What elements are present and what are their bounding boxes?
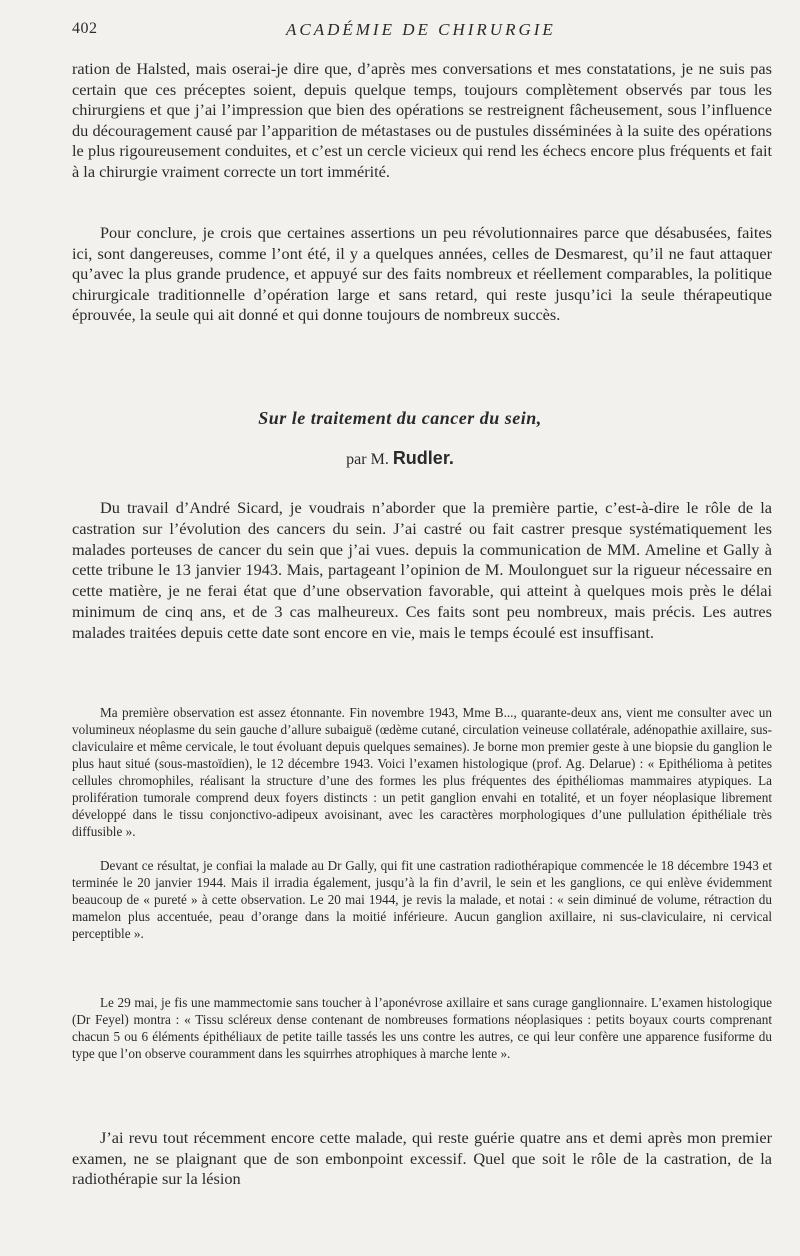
observation-paragraph-1 xyxy=(72,704,772,840)
paragraph-text: Devant ce résultat, je confiai la malade au Dr Gally, qui fit une castration radiothérapique commencée le 18 décembre 1943 et terminée le 20 janvier 1944. Mais il irradia également, jusqu’à la fin d’avril, le sein et les ganglions, ce qui enlève évidemment beaucoup de « pureté » à cette observation. Le 20 mai 1944, je revis la malade, et notai : « sein diminué de volume, rétraction du mamelon plus accentuée, peau d’orange dans la moitié inférieure. Aucun ganglion axillaire, ni sus-claviculaire, ni cervical perceptible ». xyxy=(72,858,772,942)
paragraph-text: Pour conclure, je crois que certaines assertions un peu révolutionnaires parce que désabusées, faites ici, sont dangereuses, comme l’ont été, il y a quelques années, celles de Desmarest, qu’il ne faut attaquer qu’avec la plus grande prudence, et appuyé sur des faits nombreux et réellement comparables, la politique chirurgicale traditionnelle d’opération large et sans retard, qui reste jusqu’ici la seule thérapeutique éprouvée, la seule qui ait donné et qui donne toujours de nombreux succès. xyxy=(72,223,772,324)
paragraph-conclusion xyxy=(72,223,772,326)
byline-prefix: par M. xyxy=(346,451,389,468)
paragraph-continuation xyxy=(72,59,772,182)
section-title: Sur le traitement du cancer du sein, xyxy=(258,408,542,428)
paragraph-introduction xyxy=(72,498,772,644)
paragraph-text: J’ai revu tout récemment encore cette malade, qui reste guérie quatre ans et demi après mon premier examen, ne se plaignant que de son embonpoint excessif. Quel que soit le rôle de la castration, de la radiothérapie sur la lésion xyxy=(72,1128,772,1189)
paragraph-text: Le 29 mai, je fis une mammectomie sans toucher à l’aponévrose axillaire et sans curage ganglionnaire. L’examen histologique (Dr Feyel) montra : « Tissu scléreux dense contenant de nombreuses formations néoplasiques : petits boyaux courts comprenant chacun 5 ou 6 éléments épithéliaux de petite taille tassés les uns contre les autres, ce qui leur confère une apparence fusiforme du type que l’on observe couramment dans les squirrhes atrophiques à marche lente ». xyxy=(72,995,772,1062)
running-title: ACADÉMIE DE CHIRURGIE xyxy=(286,20,556,39)
paragraph-follow-up xyxy=(72,1128,772,1190)
observation-paragraph-3 xyxy=(72,994,772,1062)
paragraph-text: Du travail d’André Sicard, je voudrais n’aborder que la première partie, c’est-à-dire le rôle de la castration sur l’évolution des cancers du sein. J’ai castré ou fait castrer presque systématiquement les malades porteuses de cancer du sein que j’ai vues. depuis la communication de MM. Ameline et Gally à cette tribune le 13 janvier 1943. Mais, partageant l’opinion de M. Moulonguet sur la rigueur nécessaire en cette matière, je ne ferai état que d’une observation favorable, qui atteint à quelques mois près le délai minimum de cinq ans, et de 3 cas malheureux. Ces faits sont peu nombreux, mais précis. Les autres malades traitées depuis cette date sont encore en vie, mais le temps écoulé est insuffisant. xyxy=(72,498,772,642)
paragraph-text: ration de Halsted, mais oserai-je dire que, d’après mes conversations et mes constatations, je ne suis pas certain que ces préceptes soient, depuis quelque temps, toujours complètement observés par tous les chirurgiens et que j’ai l’impression que bien des opérations se restreignent fâcheusement, sous l’influence du découragement causé par l’apparition de métastases ou de pustules disséminées à la suite des opérations le plus rigoureusement conduites, et c’est un cercle vicieux qui rend les échecs encore plus fréquents et fait à la chirurgie vraiment correcte un tort immérité. xyxy=(72,59,772,181)
observation-paragraph-2 xyxy=(72,857,772,942)
page-header xyxy=(72,20,772,46)
author-name: Rudler. xyxy=(392,448,454,468)
paragraph-text: Ma première observation est assez étonnante. Fin novembre 1943, Mme B..., quarante-deux ans, vient me consulter avec un volumineux néoplasme du sein gauche d’allure subaiguë (œdème cutané, circulation veineuse collatérale, adénopathie axillaire, sus-claviculaire et même cervicale, le tout évoluant depuis quelques semaines). Je borne mon premier geste à une biopsie du ganglion le plus haut situé (sous-mastoïdien), le 12 décembre 1943. Voici l’examen histologique (prof. Ag. Delarue) : « Epithélioma à petites cellules chromophiles, réalisant la structure d’une des formes les plus fréquentes des épithéliomas mammaires atypiques. La prolifération tumorale comprend deux foyers distincts : un petit ganglion envahi en totalité, et un foyer néoplasique librement développé dans le tissu conjonctivo-adipeux avoisinant, avec les caractères morphologiques d’une pullulation épithéliale très diffusible ». xyxy=(72,705,772,840)
byline xyxy=(0,448,800,469)
page-number: 402 xyxy=(72,20,98,37)
